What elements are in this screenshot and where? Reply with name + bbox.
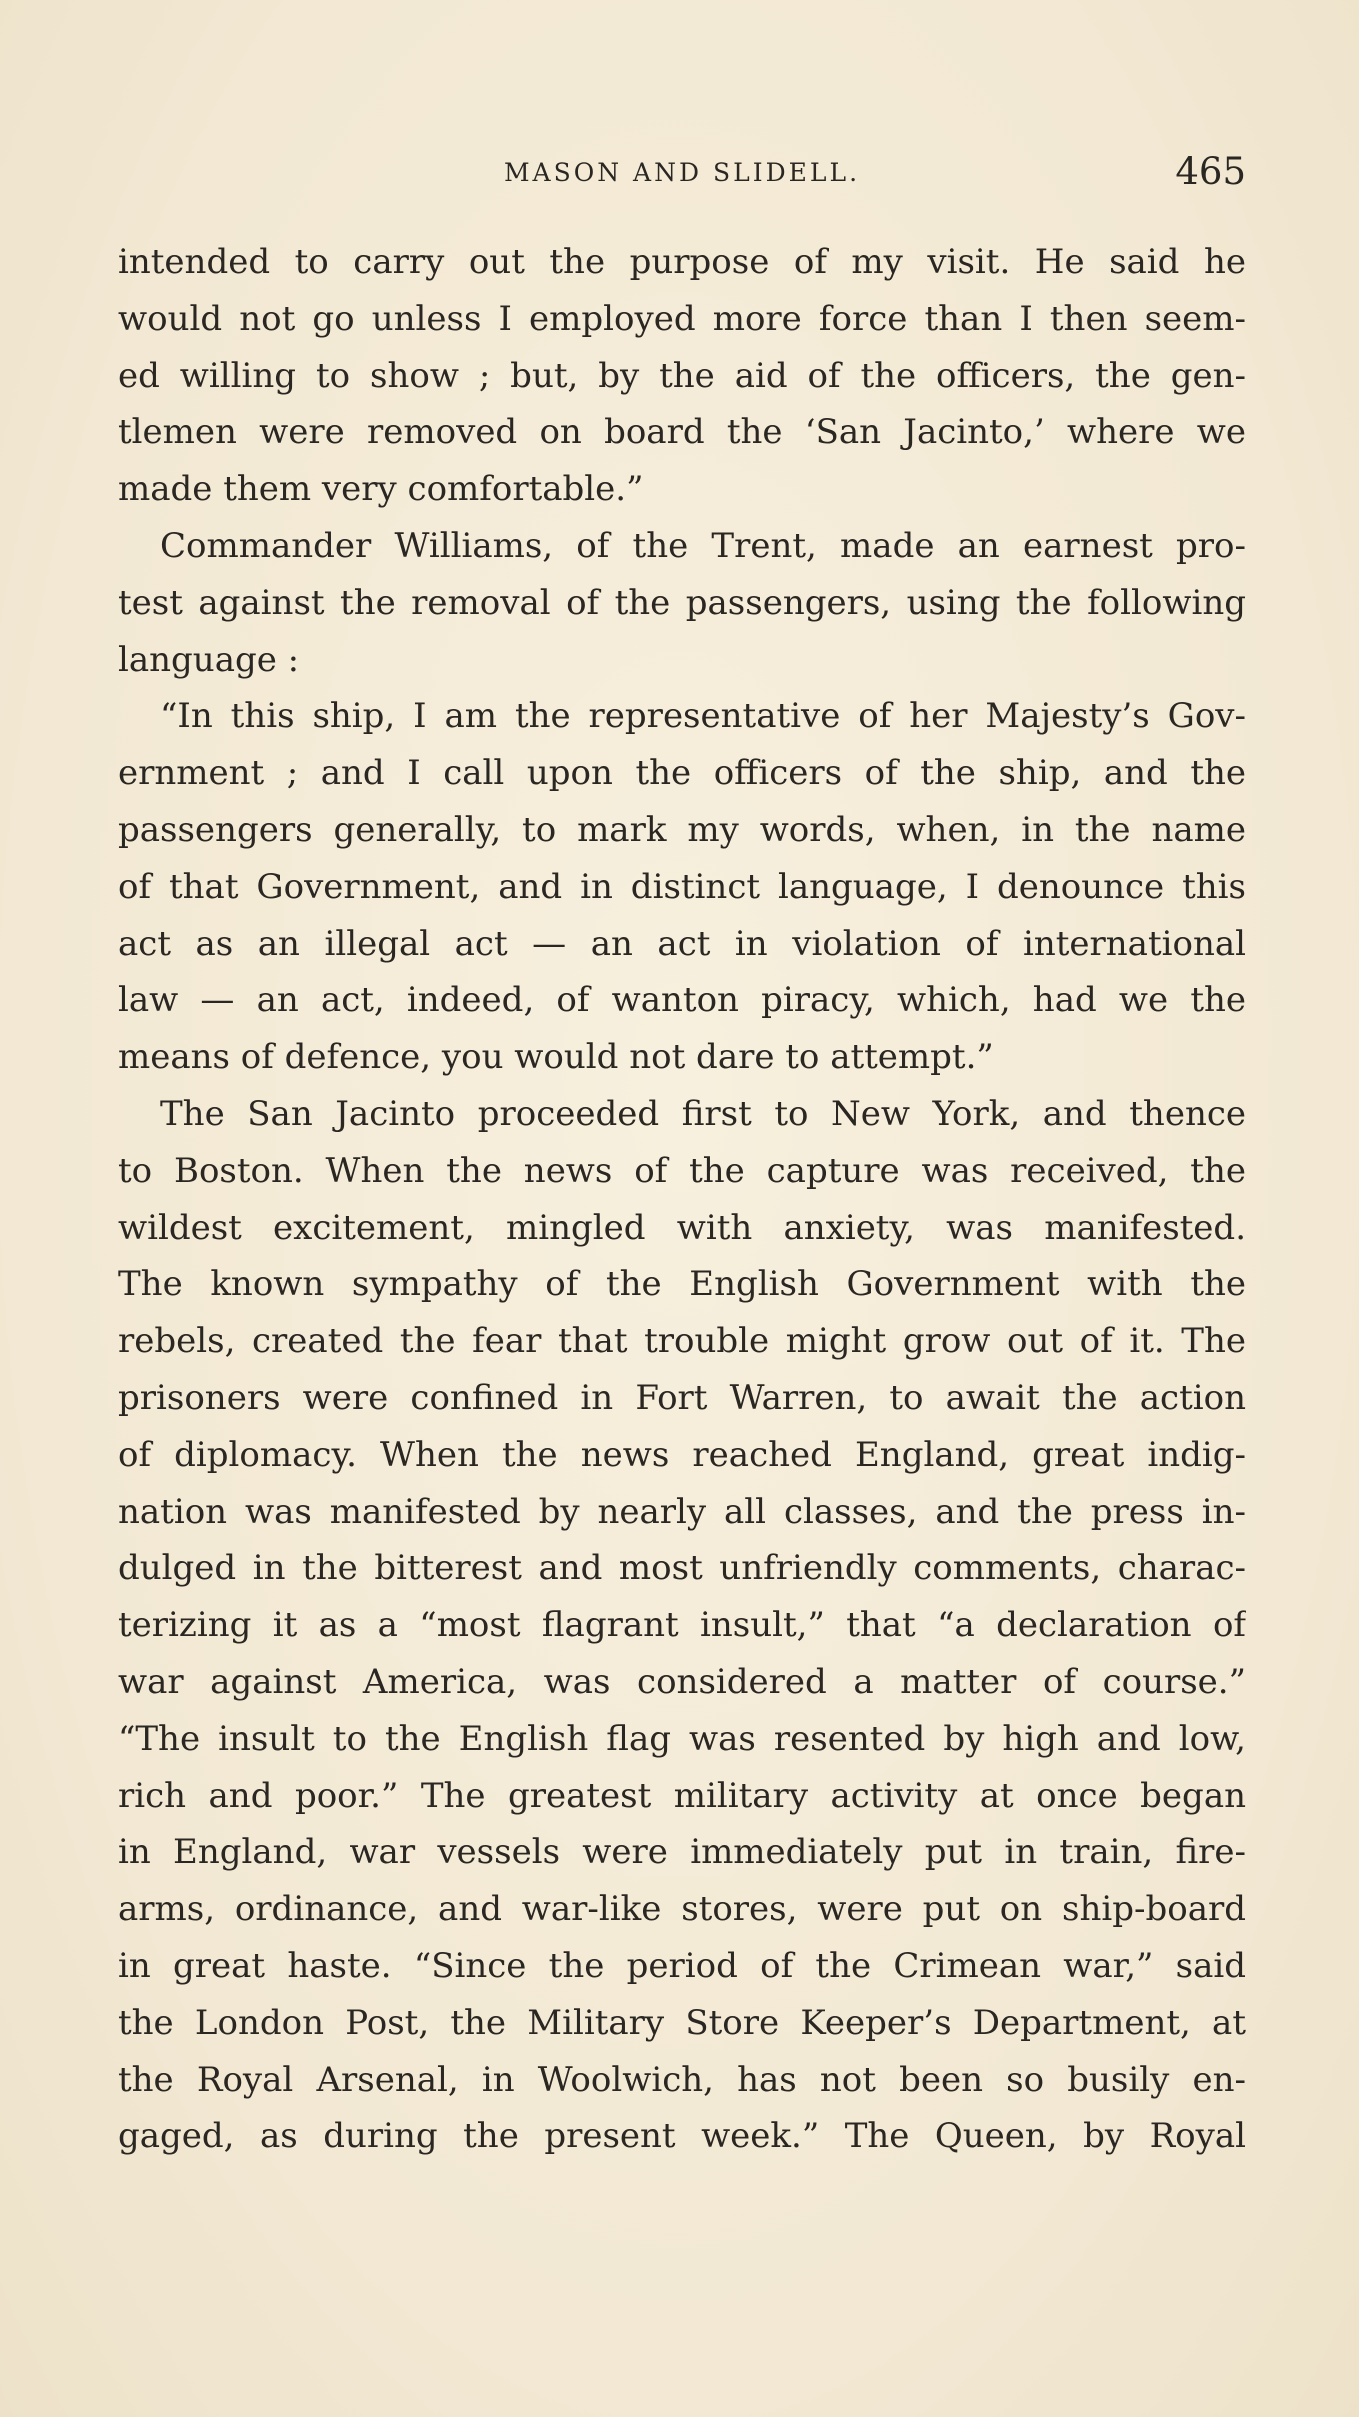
text-line: rebels, created the fear that trouble might grow out of it. The xyxy=(118,1321,1246,1362)
text-line: terizing it as a “most flagrant insult,” that “a declaration of xyxy=(118,1605,1246,1646)
text-line: The known sympathy of the English Government with the xyxy=(118,1264,1246,1305)
text-line: war against America, was considered a matter of course.” xyxy=(118,1661,1246,1702)
running-head xyxy=(118,150,1246,210)
text-line: of that Government, and in distinct language, I denounce this xyxy=(118,866,1246,907)
text-line: act as an illegal act — an act in violation of international xyxy=(118,923,1246,964)
text-line: in great haste. “Since the period of the Crimean war,” said xyxy=(118,1945,1246,1986)
text-line: made them very comfortable.” xyxy=(118,469,644,510)
text-line: in England, war vessels were immediately put in train, fire- xyxy=(118,1832,1246,1873)
running-title: MASON AND SLIDELL. xyxy=(503,158,861,187)
text-line: arms, ordinance, and war-like stores, were put on ship-board xyxy=(118,1889,1246,1930)
page-number: 465 xyxy=(1175,150,1246,193)
text-line: “The insult to the English flag was resented by high and low, xyxy=(118,1718,1246,1759)
text-line: prisoners were confined in Fort Warren, to await the action xyxy=(118,1377,1246,1418)
text-line: passengers generally, to mark my words, when, in the name xyxy=(118,809,1246,850)
text-line: the London Post, the Military Store Keeper’s Department, at xyxy=(118,2002,1246,2043)
text-line: law — an act, indeed, of wanton piracy, which, had we the xyxy=(118,980,1246,1021)
text-line: means of defence, you would not dare to attempt.” xyxy=(118,1037,994,1078)
text-line: language : xyxy=(118,639,300,680)
text-line: of diplomacy. When the news reached England, great indig- xyxy=(118,1434,1246,1475)
text-line: intended to carry out the purpose of my visit. He said he xyxy=(118,242,1246,282)
text-line: nation was manifested by nearly all classes, and the press in- xyxy=(118,1491,1246,1532)
text-line: the Royal Arsenal, in Woolwich, has not been so busily en- xyxy=(118,2059,1246,2100)
text-line: wildest excitement, mingled with anxiety, was manifested. xyxy=(118,1207,1246,1248)
text-line: ed willing to show ; but, by the aid of the officers, the gen- xyxy=(118,355,1246,396)
text-line: gaged, as during the present week.” The Queen, by Royal xyxy=(118,2116,1246,2157)
text-line: The San Jacinto proceeded first to New York, and thence xyxy=(160,1093,1246,1134)
text-line: test against the removal of the passengers, using the following xyxy=(118,582,1246,623)
text-line: Commander Williams, of the Trent, made an earnest pro- xyxy=(160,525,1246,566)
body-text xyxy=(118,234,1246,2165)
text-line: “In this ship, I am the representative of her Majesty’s Gov- xyxy=(160,696,1246,737)
text-line: would not go unless I employed more force than I then seem- xyxy=(118,298,1246,339)
text-line: to Boston. When the news of the capture was received, the xyxy=(118,1150,1246,1191)
text-line: tlemen were removed on board the ‘San Jacinto,’ where we xyxy=(118,412,1246,453)
text-line: rich and poor.” The greatest military activity at once began xyxy=(118,1775,1246,1816)
text-line: dulged in the bitterest and most unfriendly comments, charac- xyxy=(118,1548,1246,1589)
text-line: ernment ; and I call upon the officers of the ship, and the xyxy=(118,753,1246,794)
